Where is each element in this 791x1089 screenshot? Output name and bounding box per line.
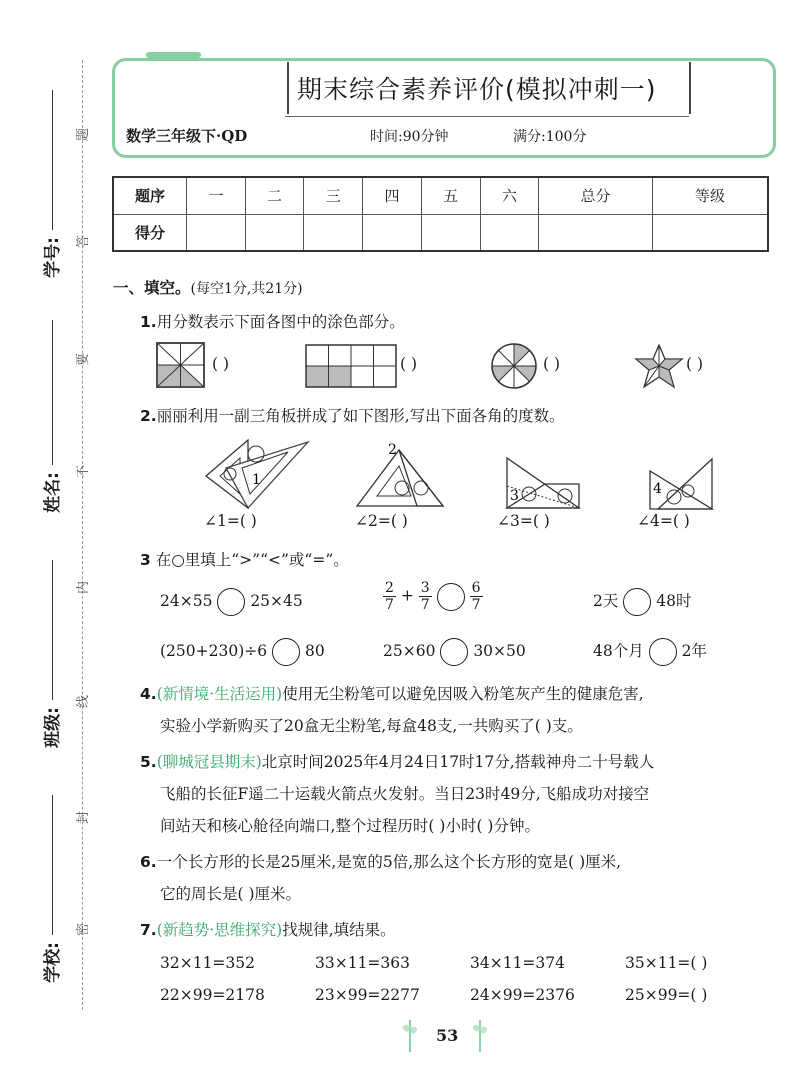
angle-figure-3 <box>505 456 581 512</box>
compare-item: 24×55 25×45 <box>160 588 303 616</box>
cut-line <box>82 60 83 1010</box>
leaf-icon <box>468 1014 492 1054</box>
exam-time: 时间:90分钟 <box>370 129 449 145</box>
question-7: 7.(新趋势·思维探究)找规律,填结果。 <box>140 921 396 939</box>
angle-figure-4 <box>648 457 716 513</box>
angle-answer[interactable]: ∠4=( ) <box>637 512 690 530</box>
compare-circle[interactable] <box>649 638 677 666</box>
question-6-line2: 它的周长是( )厘米。 <box>160 885 302 903</box>
circle-figure <box>490 342 538 390</box>
star-figure <box>632 342 686 390</box>
cut-char: 线 <box>76 694 92 709</box>
pattern-item: 22×99=2178 <box>160 986 265 1004</box>
answer-blank[interactable]: ( ) <box>212 355 230 373</box>
cut-char: 封 <box>76 810 92 825</box>
score-column: 三 <box>304 177 363 214</box>
question-1: 1.用分数表示下面各图中的涂色部分。 <box>140 313 405 331</box>
score-cell[interactable] <box>187 214 246 251</box>
angle-mark: 3 <box>510 488 519 504</box>
leaf-icon <box>398 1014 422 1054</box>
cut-char: 密 <box>76 922 92 937</box>
score-cell[interactable] <box>304 214 363 251</box>
score-cell[interactable] <box>652 214 768 251</box>
angle-answer[interactable]: ∠3=( ) <box>497 512 550 530</box>
page-number: 53 <box>436 1026 459 1045</box>
compare-item: (250+230)÷6 80 <box>160 638 325 666</box>
name-line <box>52 320 53 465</box>
class-label: 班级: <box>42 707 63 748</box>
compare-circle[interactable] <box>272 638 300 666</box>
pattern-item: 24×99=2376 <box>470 986 575 1004</box>
answer-blank[interactable]: ( ) <box>686 355 704 373</box>
pattern-answer[interactable]: 25×99=( ) <box>625 986 708 1004</box>
score-table <box>112 176 769 252</box>
fraction: $\frac{3}{7}$ <box>420 580 430 613</box>
subject-label: 数学三年级下·QD <box>126 127 248 145</box>
score-cell[interactable] <box>480 214 539 251</box>
score-column: 四 <box>363 177 422 214</box>
score-cell[interactable] <box>363 214 422 251</box>
pattern-item: 32×11=352 <box>160 954 256 972</box>
angle-figure-2 <box>355 440 445 510</box>
question-2: 2.丽丽利用一副三角板拼成了如下图形,写出下面各角的度数。 <box>140 407 565 425</box>
score-header-row <box>113 177 768 214</box>
score-cell[interactable] <box>539 214 653 251</box>
answer-blank[interactable]: ( ) <box>543 355 561 373</box>
cut-char: 内 <box>76 580 92 595</box>
score-column: 一 <box>187 177 246 214</box>
student-id-label: 学号: <box>42 237 63 278</box>
cut-char: 要 <box>76 352 92 367</box>
score-column: 等级 <box>652 177 768 214</box>
compare-circle[interactable] <box>623 588 651 616</box>
angle-answer[interactable]: ∠1=( ) <box>204 512 257 530</box>
score-cell[interactable] <box>421 214 480 251</box>
angle-mark: 4 <box>653 481 662 497</box>
compare-item: 25×60 30×50 <box>383 638 526 666</box>
score-cell[interactable] <box>245 214 304 251</box>
school-label: 学校: <box>42 942 63 983</box>
time-bar <box>285 116 689 153</box>
student-id-line <box>52 90 53 230</box>
compare-item: 48个月 2年 <box>593 638 707 666</box>
compare-item: 2天 48时 <box>593 588 691 616</box>
answer-blank[interactable]: ( ) <box>400 355 418 373</box>
fraction: $\frac{6}{7}$ <box>471 580 481 613</box>
question-5-line2: 飞船的长征F遥二十运载火箭点火发射。当日23时49分,飞船成功对接空 <box>160 785 650 803</box>
question-5-line3: 间站天和核心舱径向端口,整个过程历时( )小时( )分钟。 <box>160 817 540 835</box>
question-4: 4.(新情境·生活运用)使用无尘粉笔可以避免因吸入粉笔灰产生的健康危害, <box>140 685 644 703</box>
question-4-line2: 实验小学新购买了20盒无尘粉笔,每盒48支,一共购买了( )支。 <box>160 717 583 735</box>
cut-char: 不 <box>76 464 92 479</box>
score-column: 六 <box>480 177 539 214</box>
pattern-item: 33×11=363 <box>315 954 411 972</box>
square-figure <box>156 342 206 388</box>
fraction: $\frac{2}{7}$ <box>385 580 394 613</box>
question-3: 3 在○里填上“>”“<”或“=”。 <box>140 551 349 569</box>
section-heading: 一、填空。(每空1分,共21分) <box>113 279 303 297</box>
compare-item: $\frac{2}{7}$ + $\frac{3}{7}$ $\frac{6}{7}$ <box>385 580 481 613</box>
compare-circle[interactable] <box>437 583 465 611</box>
question-tag: (聊城冠县期末) <box>156 753 262 771</box>
compare-circle[interactable] <box>440 638 468 666</box>
pattern-item: 23×99=2277 <box>315 986 420 1004</box>
compare-circle[interactable] <box>217 588 245 616</box>
question-5: 5.(聊城冠县期末)北京时间2025年4月24日17时17分,搭载神舟二十号载人 <box>140 753 655 771</box>
angle-figure-1 <box>204 438 312 510</box>
question-tag: (新趋势·思维探究) <box>156 921 283 939</box>
name-label: 姓名: <box>42 472 63 513</box>
cut-char: 题 <box>76 127 92 142</box>
score-label: 得分 <box>113 214 187 251</box>
question-tag: (新情境·生活运用) <box>156 685 283 703</box>
class-line <box>52 560 53 700</box>
full-score: 满分:100分 <box>513 129 587 145</box>
score-column: 五 <box>421 177 480 214</box>
score-column: 总分 <box>539 177 653 214</box>
pattern-item: 34×11=374 <box>470 954 566 972</box>
angle-mark: 1 <box>252 472 261 488</box>
score-value-row <box>113 214 768 251</box>
angle-answer[interactable]: ∠2=( ) <box>355 512 408 530</box>
header-tab <box>146 52 201 58</box>
cut-char: 答 <box>76 234 92 249</box>
page-title: 期末综合素养评价(模拟冲刺一) <box>297 75 657 104</box>
school-line <box>52 795 53 935</box>
question-6: 6.一个长方形的长是25厘米,是宽的5倍,那么这个长方形的宽是( )厘米, <box>140 853 622 871</box>
angle-mark: 2 <box>388 442 397 458</box>
question-order-label: 题序 <box>113 177 187 214</box>
score-column: 二 <box>245 177 304 214</box>
grid-figure <box>305 344 397 388</box>
pattern-answer[interactable]: 35×11=( ) <box>625 954 708 972</box>
